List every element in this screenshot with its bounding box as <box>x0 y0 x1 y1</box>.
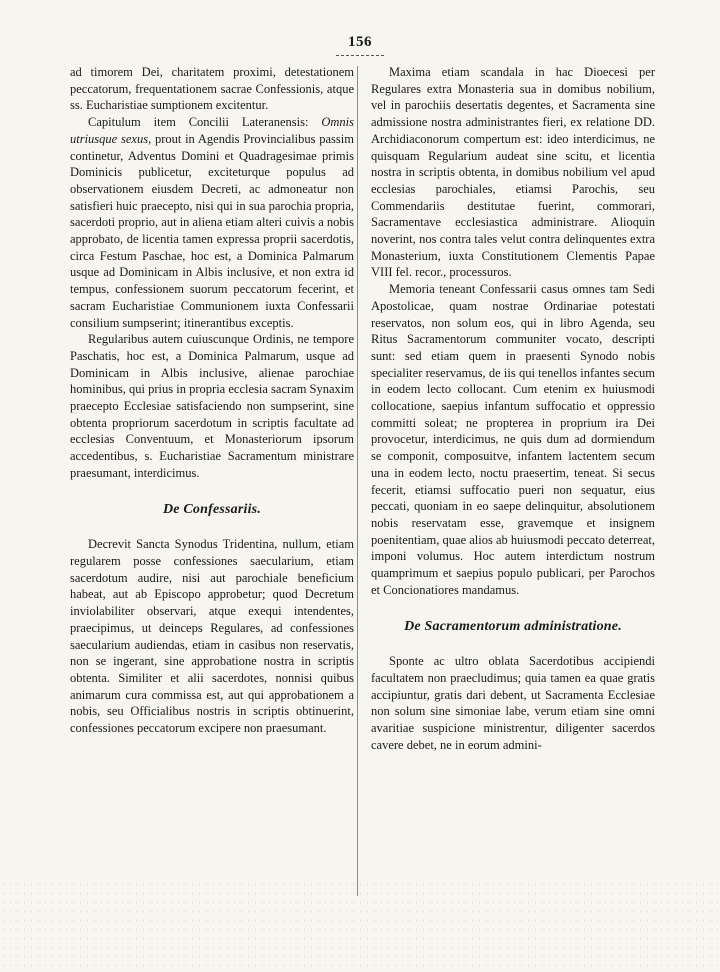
paragraph: Decrevit Sancta Synodus Tridentina, nullum, etiam regularem posse confessiones saecularium, etiam sacerdotum audire, nisi aut parochiale beneficium habeat, aut ab Episcopo approbetur; quod Decretum inviolabiliter observari, atque exequi intendentes, praecipimus, ut deinceps Regulares, ad confessiones saecularium audiendas, etiam in casibus non reservatis, non se ingerant, sine approbatione nostra in scriptis obtenta. Similiter et alii sacerdotes, nonnisi quibus animarum cura commissa est, aut qui approbationem a nobis, seu Officialibus nostris in scriptis obtinuerint, confessiones peccatorum excipere non praesumant. <box>70 537 354 736</box>
page-number-underline <box>336 52 384 56</box>
text-span: Capitulum item Concilii Lateranensis: <box>88 115 322 130</box>
right-column <box>371 64 655 753</box>
paragraph: Regularibus autem cuiuscunque Ordinis, ne tempore Paschatis, hoc est, a Dominica Palmarum, usque ad Dominicam in Albis inclusive, alienae parochiae hominibus, qui prius in propria ecclesia sacram Synaxim praecepto Ecclesiae satisfaciendo non sumpserint, sine obtenta propriorum sacerdotum in scriptis facultate ad ecclesias Conventuum, et Monasteriorum ipsorum accedentibus, s. Eucharistiae Sacramentum ministrare praesumant, interdicimus. <box>70 332 354 480</box>
left-column <box>70 64 354 737</box>
latin-quotation: Omnis utriusque sexus <box>70 115 354 146</box>
paper-speckle <box>0 880 720 972</box>
paragraph: Memoria teneant Confessarii casus omnes tam Sedi Apostolicae, quam nostrae Ordinariae potestati reservatos, non solum eos, qui in libro Agenda, seu Ritus Sacramentorum communiter vocato, descripti sunt: sed etiam quem in praesenti Synodo nobis specialiter reservamus, de iis qui tenellos infantes secum in eodem lecto collocant. Cum etenim ex huiusmodi collocatione, saepius infantum suffocatio et oppressio committi soleat; ne propterea in proprium ira Dei provocetur, interdicimus, ne quis dum ad dormiendum se componit, composuitve, infantem lactentem secum una in eodem lecto, noctu praesertim, teneat. Si secus fecerit, etiamsi suffocatio pueri non sequatur, eius peccati, quoniam in eo saepe delinquitur, absolutionem nobis reservatam esse, gravemque et insignem poenitentiam, quae alios ab huiusmodi peccato deterreat, imponi volumus. Hoc autem interdictum nostrum quamprimum et saepius populo publicari, per Parochos et Concionatiores mandamus. <box>371 282 655 597</box>
paragraph: Maxima etiam scandala in hac Dioecesi per Regulares extra Monasteria sua in domibus nobilium, vel in parochiis desertatis degentes, et Sacramenta sine admissione nostra administrantes fieri, ex relatione DD. Archidiaconorum compertum est: ideo interdicimus, ne quisquam Regularium audeat sine scitu, et licentia nostra in scriptis obtenta, in domibus nobilium vel apud ecclesias parochiales, etiamsi Parochis, seu Commendariis destitutae fuerint, commorari, Sacramentave ecclesiastica administrare. Alioquin noverint, nos contra tales velut contra delinquentes extra Monasterium, iuxta Constitutionem Clementis Papae VIII fel. recor., processuros. <box>371 65 655 280</box>
paragraph: Sponte ac ultro oblata Sacerdotibus accipiendi facultatem non praecludimus; quia tamen ea quae gratis accipiuntur, gratis dari debent, ut Sacramenta Ecclesiae non solum sine simoniae labe, verum etiam sine omni avaritiae suspicione ministrentur, diligenter sacerdos cavere debet, ne in eorum admini- <box>371 654 655 752</box>
section-heading-confessariis: De Confessariis. <box>162 501 262 517</box>
page-number: 156 <box>348 34 372 50</box>
paragraph: ad timorem Dei, charitatem proximi, detestationem peccatorum, frequentationem sacrae Confessionis, atque ss. Eucharistiae sumptionem excitentur. <box>70 65 354 113</box>
column-divider <box>357 66 358 896</box>
text-span: , prout in Agendis Provincialibus passim continetur, Adventus Domini et Quadragesimae primis Dominicis publicetur, exciteturque populus ad observationem eiusdem Decreti, ac admoneatur non satisfieri huic praecepto, nisi qui in sua parochia propria, sacerdoti proprio, aut in aliena etiam alteri cuivis a nobis approbato, de licentia tamen expressa proprii sacerdotis, circa Festum Paschae, hoc est, a Dominica Palmarum usque ad Dominicam in Albis inclusive, et non extra id tempus, confessionem suorum peccatorum fecerint, et sacram Eucharistiae Communionem iuxta Confessarii consilium sumpserint; itinerantibus exceptis. <box>70 131 354 330</box>
paragraph-lateran <box>70 114 354 331</box>
section-heading-sacramentorum: De Sacramentorum administratione. <box>404 618 622 634</box>
